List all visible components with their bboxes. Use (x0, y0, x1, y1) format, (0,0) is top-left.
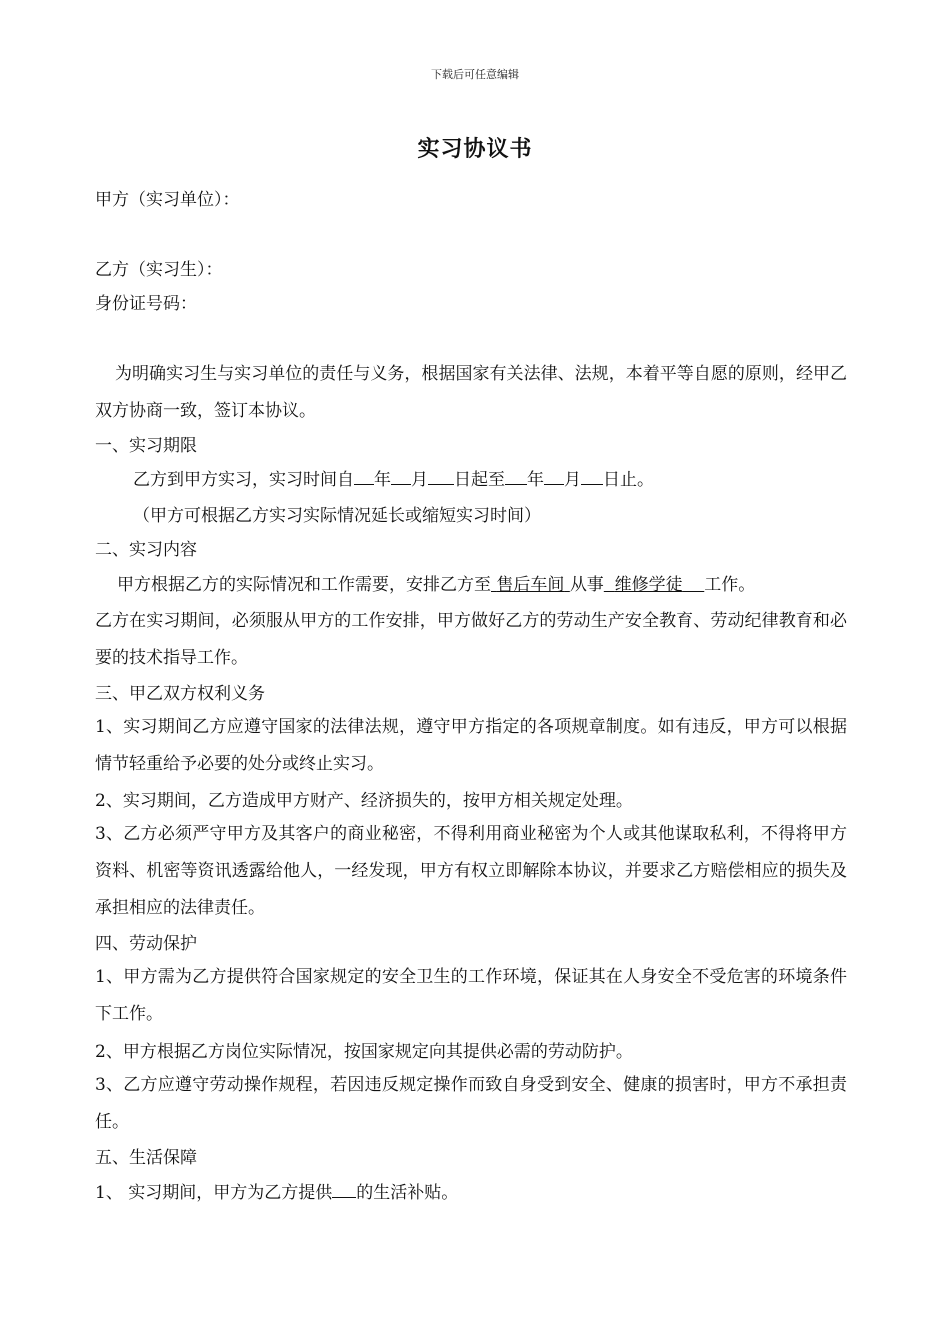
section-5-item-1 (95, 1183, 458, 1203)
party-a-field: 甲方（实习单位）： (95, 190, 240, 210)
year-label: 年 (374, 470, 391, 490)
id-number-field: 身份证号码： (95, 294, 197, 314)
section-2-paragraph: 乙方在实习期间，必须服从甲方的工作安排，甲方做好乙方的劳动生产安全教育、劳动纪律教育和必要的技术指导工作。 (95, 611, 847, 668)
section-2-heading: 二、实习内容 (95, 540, 197, 560)
engage-text: 从事 (569, 575, 604, 595)
end-month-blank (544, 470, 564, 485)
position-value: 维修学徒 (614, 575, 683, 595)
section-4-item-2: 2、甲方根据乙方岗位实际情况，按国家规定向其提供必需的劳动防护。 (95, 1042, 633, 1062)
month-label: 月 (564, 470, 581, 490)
section-5-heading: 五、生活保障 (95, 1148, 197, 1168)
subsidy-text: 1、 实习期间，甲方为乙方提供 (95, 1183, 333, 1203)
section-3-heading: 三、甲乙双方权利义务 (95, 684, 265, 704)
subsidy-suffix: 的生活补贴。 (356, 1183, 459, 1203)
year-label: 年 (527, 470, 544, 490)
start-day-blank (428, 470, 454, 485)
section-4-item-3: 3、乙方应遵守劳动操作规程，若因违反规定操作而致自身受到安全、健康的损害时，甲方不承担责任。 (95, 1075, 847, 1132)
term-text: 乙方到甲方实习，实习时间自 (133, 470, 354, 490)
section-1-note: （甲方可根据乙方实习实际情况延长或缩短实习时间） (133, 506, 541, 526)
section-3-item-3: 3、乙方必须严守甲方及其客户的商业秘密，不得利用商业秘密为个人或其他谋取私利，不得将甲方资料、机密等资讯透露给他人，一经发现，甲方有权立即解除本协议，并要求乙方赔偿相应的损失及承担相应的法律责任。 (95, 824, 847, 918)
section-1-term-line (133, 470, 654, 490)
subsidy-amount-blank (332, 1183, 356, 1198)
month-label: 月 (411, 470, 428, 490)
day-to-label: 日止。 (603, 470, 654, 490)
end-day-blank (581, 470, 603, 485)
work-text: 工作。 (704, 575, 756, 595)
start-month-blank (391, 470, 411, 485)
section-4-heading: 四、劳动保护 (95, 934, 197, 954)
workshop-value: 售后车间 (496, 575, 565, 595)
section-1-heading: 一、实习期限 (95, 436, 197, 456)
preamble-paragraph: 为明确实习生与实习单位的责任与义务，根据国家有关法律、法规，本着平等自愿的原则，经甲乙双方协商一致，签订本协议。 (95, 364, 847, 421)
assignment-text: 甲方根据乙方的实际情况和工作需要，安排乙方至 (117, 575, 491, 595)
end-year-blank (505, 470, 527, 485)
section-3-item-2: 2、实习期间，乙方造成甲方财产、经济损失的，按甲方相关规定处理。 (95, 791, 633, 811)
day-from-label: 日起至 (454, 470, 505, 490)
section-4-item-1: 1、甲方需为乙方提供符合国家规定的安全卫生的工作环境，保证其在人身安全不受危害的环境条件下工作。 (95, 967, 847, 1024)
section-3-item-1: 1、实习期间乙方应遵守国家的法律法规，遵守甲方指定的各项规章制度。如有违反，甲方可以根据情节轻重给予必要的处分或终止实习。 (95, 717, 847, 774)
section-2-assignment-line (117, 575, 755, 595)
start-year-blank (354, 470, 374, 485)
document-title: 实习协议书 (417, 136, 533, 162)
party-b-field: 乙方（实习生）： (95, 260, 223, 280)
header-note: 下载后可任意编辑 (431, 68, 519, 81)
